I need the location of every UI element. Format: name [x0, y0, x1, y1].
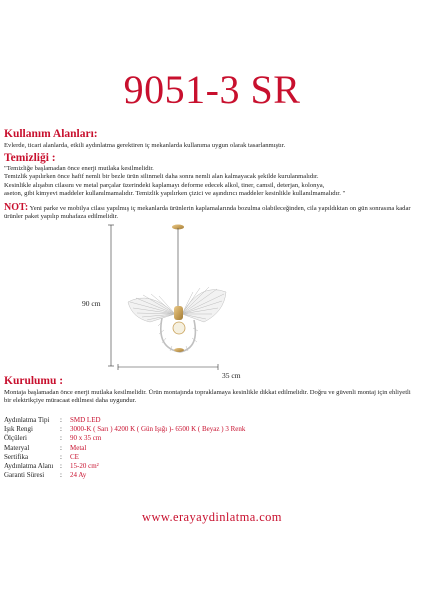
- website-link[interactable]: www.erayaydinlatma.com: [142, 510, 282, 524]
- spec-label: Işık Rengi: [4, 425, 33, 434]
- usage-heading: Kullanım Alanları:: [4, 128, 98, 140]
- spec-colon: :: [60, 471, 62, 480]
- bottom-metal-cap: [174, 348, 184, 352]
- spec-value: 15-20 cm²: [70, 462, 99, 471]
- width-dimension-label: 35 cm: [222, 371, 241, 380]
- spec-label: Materyal: [4, 443, 30, 452]
- spec-colon: :: [60, 416, 62, 424]
- glass-globe: [173, 322, 185, 334]
- spec-colon: :: [60, 443, 62, 452]
- height-dimension-label: 90 cm: [82, 299, 101, 308]
- spec-value: CE: [70, 452, 79, 461]
- installation-heading: Kurulumu :: [4, 375, 64, 387]
- spec-value: 90 x 35 cm: [70, 434, 102, 443]
- spec-row: [4, 462, 245, 471]
- cleaning-text: [4, 165, 422, 198]
- spec-value: 3000-K ( Sarı ) 4200 K ( Gün Işığı )- 6500 K ( Beyaz ) 3 Renk: [70, 425, 246, 434]
- spec-label: Ölçüleri: [4, 434, 27, 443]
- spec-value: SMD LED: [70, 416, 101, 424]
- spec-label: Sertifika: [4, 452, 29, 461]
- spec-row: [4, 434, 245, 443]
- spec-row: [4, 444, 245, 453]
- installation-text: Montaja başlamadan önce enerji mutlaka kesilmelidir. Ürün montajında topraklamaya kesinlikle dikkat edilmelidir. Doğru ve güvenli montaj için ehliyetli bir elektrikçiye müracaat edilmesi daha uygundur.: [4, 389, 411, 405]
- cleaning-line: "Temizliğe başlamadan önce enerji mutlaka kesilmelidir.: [4, 165, 154, 172]
- spec-label: Aydınlatma Tipi: [4, 416, 50, 424]
- spec-table: [4, 416, 245, 480]
- spec-value: 24 Ay: [70, 471, 87, 480]
- product-illustration: [100, 222, 260, 382]
- note-heading: NOT:: [4, 202, 29, 213]
- spec-row: [4, 416, 245, 425]
- cleaning-line: aseton, gibi kimyevi maddeler kullanılmamalıdır. Temizlik yapılırken çizici ve aşındırıcı maddeler kesinlikle kullanılmamalıdır. ": [4, 189, 346, 197]
- right-glass-fan: [182, 287, 226, 322]
- product-title: 9051-3 SR: [123, 67, 301, 112]
- spec-row: [4, 471, 245, 480]
- spec-value: Metal: [70, 443, 87, 452]
- spec-row: [4, 453, 245, 462]
- spec-colon: :: [60, 425, 62, 434]
- cleaning-line: Kesinlikle alışabın cilasını ve metal parçalar üzerindeki kaplamayı deforme edecek alkol, tiner, camsil, deterjan, kolonya,: [4, 181, 325, 189]
- note-text: Yeni parke ve mobilya cilası yapılmış iç mekanlarda ürünlerin kaplamalarında bozulma olabileceğinden, cila yapıldıktan on gün sonrasına kadar ürünler paket yapılıp muhafaza edilmelidir.: [4, 205, 411, 221]
- spec-row: [4, 425, 245, 434]
- spec-colon: :: [60, 452, 62, 461]
- spec-label: Garanti Süresi: [4, 471, 45, 480]
- spec-label: Aydınlatma Alanı: [4, 462, 54, 471]
- left-glass-fan: [128, 294, 175, 322]
- note-block: [4, 204, 422, 222]
- spec-colon: :: [60, 434, 62, 443]
- center-metal-body: [174, 306, 183, 320]
- spec-colon: :: [60, 462, 62, 471]
- cleaning-line: Temizlik yapılırken önce hafif nemli bir bezle ürün silinmeli daha sonra nemli alan kalmayacak şekilde kurulanmalıdır.: [4, 173, 319, 181]
- cleaning-heading: Temizliği :: [4, 152, 56, 164]
- usage-text: Evlerde, ticari alanlarda, etkili aydınlatma gerektiren iç mekanlarda kullanıma uygun olarak tasarlanmıştır.: [4, 142, 286, 149]
